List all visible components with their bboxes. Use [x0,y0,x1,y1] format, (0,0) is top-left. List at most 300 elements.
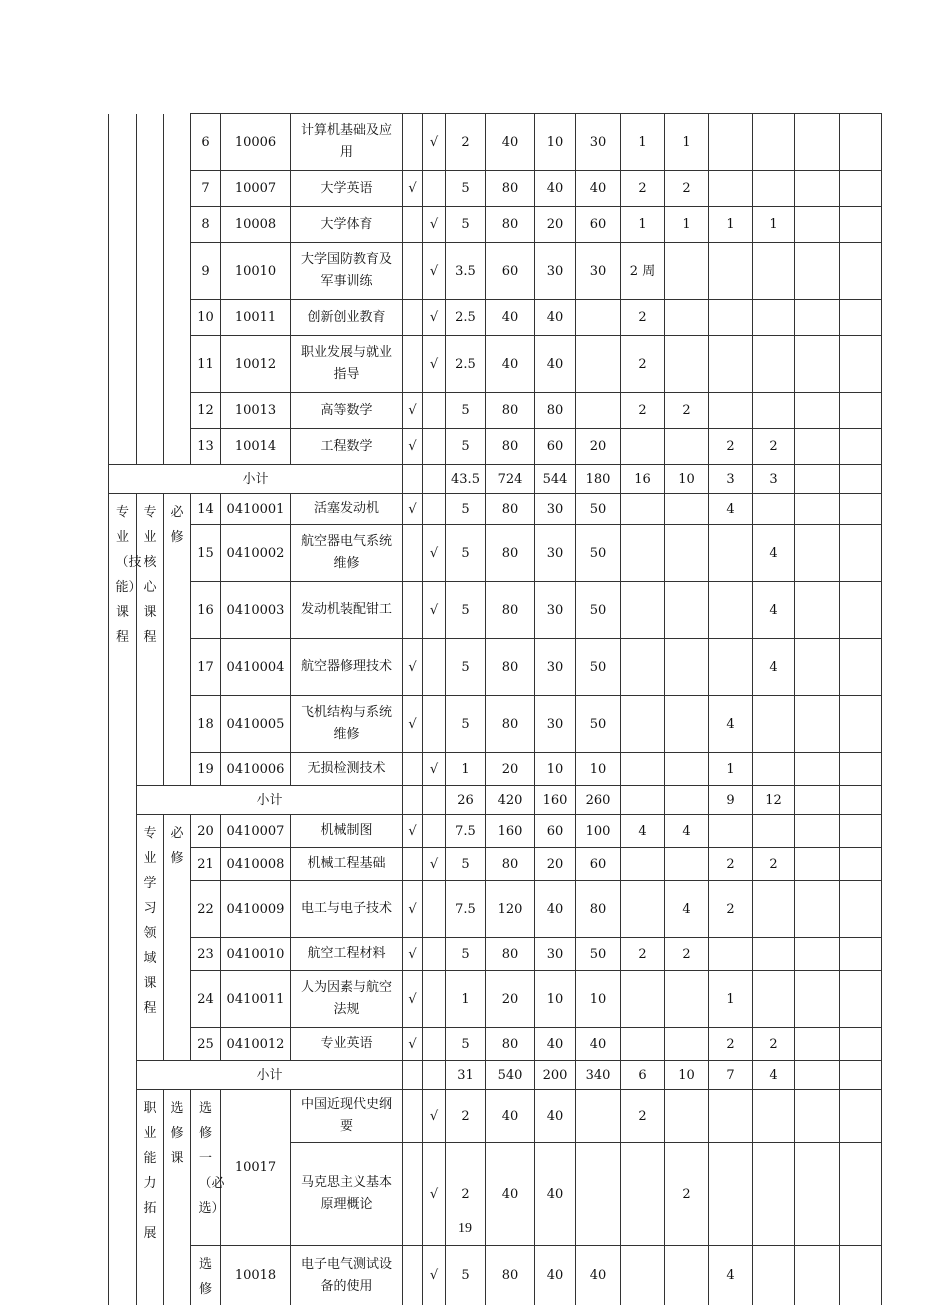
subtotal-total: 420 [486,786,535,815]
cell-s1: 2 [621,938,665,971]
cell-no: 9 [191,243,221,300]
cell-req [403,848,423,881]
subtotal-theory: 544 [535,465,576,494]
cell-no: 18 [191,696,221,753]
cell-code: 0410011 [221,971,291,1028]
course-row [109,207,882,243]
cell-extra-1 [795,494,840,525]
cell-s3: 2 [709,1028,753,1061]
course-row [109,1090,882,1143]
cell-no: 16 [191,582,221,639]
cell-no: 20 [191,815,221,848]
cell-theory: 10 [535,753,576,786]
cell-extra-2 [840,465,882,494]
cell-s1: 2 [621,1090,665,1143]
cell-total: 20 [486,971,535,1028]
cell-no: 24 [191,971,221,1028]
ext-group-label [137,1090,164,1306]
cell-name: 航空器电气系统维修 [291,525,403,582]
cell-extra-2 [840,243,882,300]
course-row [109,696,882,753]
cell-practice: 80 [576,881,621,938]
cell-name: 航空工程材料 [291,938,403,971]
cell-no: 7 [191,171,221,207]
cell-s4 [753,243,795,300]
cell-name: 中国近现代史纲要 [291,1090,403,1143]
cell-opt: √ [423,582,446,639]
cell-extra-1 [795,429,840,465]
cell-s1 [621,494,665,525]
subtotal-row [109,465,882,494]
cell-s4: 2 [753,429,795,465]
cell-s4: 1 [753,207,795,243]
page-number: 19 [458,1221,472,1236]
cell-s3: 2 [709,429,753,465]
course-row [109,300,882,336]
subtotal-total: 724 [486,465,535,494]
cell-name: 飞机结构与系统维修 [291,696,403,753]
subtotal-practice: 340 [576,1061,621,1090]
cell-name: 电工与电子技术 [291,881,403,938]
cell-s3 [709,582,753,639]
course-row [109,753,882,786]
cell-s4 [753,114,795,171]
cell-extra-1 [795,753,840,786]
cell-no: 14 [191,494,221,525]
course-row [109,171,882,207]
cell-code: 0410010 [221,938,291,971]
cell-opt: √ [423,525,446,582]
cell-theory: 40 [535,1090,576,1143]
cell-req [403,465,423,494]
cell-name: 大学英语 [291,171,403,207]
cell-no: 10 [191,300,221,336]
cell-s1: 2 [621,300,665,336]
cell-total: 80 [486,171,535,207]
cell-theory: 30 [535,696,576,753]
cell-code: 0410012 [221,1028,291,1061]
cell-extra-2 [840,696,882,753]
cell-s4 [753,971,795,1028]
cell-s3 [709,114,753,171]
cell-s3 [709,815,753,848]
cell-total: 80 [486,1246,535,1306]
cell-opt: √ [423,207,446,243]
subtotal-s4: 4 [753,1061,795,1090]
cell-opt: √ [423,848,446,881]
cell-code: 0410002 [221,525,291,582]
cell-name: 专业英语 [291,1028,403,1061]
cell-s2: 2 [665,1143,709,1246]
cell-credit: 7.5 [446,881,486,938]
cell-name: 电子电气测试设备的使用 [291,1246,403,1306]
cell-opt [423,786,446,815]
cell-opt [423,429,446,465]
cell-theory: 40 [535,1246,576,1306]
cell-theory: 80 [535,393,576,429]
cell-theory: 20 [535,207,576,243]
cell-opt [423,494,446,525]
cell-name: 大学国防教育及军事训练 [291,243,403,300]
cell-req [403,336,423,393]
major-category-label-text: 专业（技能）课程 [115,505,142,645]
cell-total: 40 [486,300,535,336]
cell-s1 [621,753,665,786]
cell-extra-1 [795,1061,840,1090]
cell-total: 20 [486,753,535,786]
cell-theory: 60 [535,429,576,465]
cell-s4 [753,171,795,207]
cell-credit: 5 [446,171,486,207]
cell-extra-1 [795,393,840,429]
cell-req [403,114,423,171]
subtotal-row [109,1061,882,1090]
cell-no: 6 [191,114,221,171]
subtotal-theory: 160 [535,786,576,815]
cell-s2: 2 [665,171,709,207]
cell-extra-2 [840,1090,882,1143]
cell-opt: √ [423,753,446,786]
cell-s3: 2 [709,881,753,938]
cell-s2 [665,1028,709,1061]
cell-code: 0410008 [221,848,291,881]
cell-theory: 30 [535,494,576,525]
cell-total: 60 [486,243,535,300]
cell-extra-2 [840,207,882,243]
major-category-label [109,494,142,1306]
cell-opt: √ [423,1143,446,1246]
cell-s2 [665,243,709,300]
cell-code: 10012 [221,336,291,393]
cell-req [403,243,423,300]
cell-s3 [709,938,753,971]
cell-s4 [753,393,795,429]
course-row [109,1246,882,1306]
cell-total: 80 [486,639,535,696]
cell-extra-2 [840,429,882,465]
cell-name: 机械制图 [291,815,403,848]
curriculum-table [108,113,882,1305]
elective-2-label [191,1246,221,1306]
cell-s2: 2 [665,393,709,429]
cell-extra-2 [840,1061,882,1090]
cell-extra-1 [795,848,840,881]
elective-2-label-text: 选修 [198,1257,212,1297]
cell-practice: 30 [576,114,621,171]
cell-req: √ [403,1028,423,1061]
cell-credit: 1 [446,971,486,1028]
cell-name: 发动机装配钳工 [291,582,403,639]
cell-s3: 1 [709,207,753,243]
core-group-label [137,494,164,786]
course-row [109,336,882,393]
cell-code: 0410003 [221,582,291,639]
cell-total: 40 [486,1090,535,1143]
subtotal-s2: 10 [665,1061,709,1090]
cell-no: 23 [191,938,221,971]
subtotal-theory: 200 [535,1061,576,1090]
cell-name: 活塞发动机 [291,494,403,525]
group-cell [137,114,164,465]
cell-s4 [753,881,795,938]
ext-group-label-text: 职业能力拓展 [143,1101,157,1241]
cell-extra-2 [840,848,882,881]
course-row [109,429,882,465]
cell-extra-2 [840,786,882,815]
cell-s3: 1 [709,753,753,786]
subtotal-credit: 31 [446,1061,486,1090]
subtotal-label: 小计 [109,465,403,494]
cell-credit: 3.5 [446,243,486,300]
subtotal-practice: 180 [576,465,621,494]
field-group-label [137,815,164,1061]
cell-s3 [709,525,753,582]
cell-opt [423,639,446,696]
course-row [109,881,882,938]
subtotal-s4: 12 [753,786,795,815]
cell-extra-2 [840,815,882,848]
cell-extra-2 [840,753,882,786]
cell-req [403,525,423,582]
cell-practice: 50 [576,639,621,696]
course-row [109,114,882,171]
cell-s2 [665,848,709,881]
subtotal-s2: 10 [665,465,709,494]
subtotal-s1: 6 [621,1061,665,1090]
cell-s1: 1 [621,207,665,243]
cell-req [403,786,423,815]
cell-total: 160 [486,815,535,848]
cell-total: 40 [486,1143,535,1246]
cell-practice: 50 [576,938,621,971]
cell-credit: 2.5 [446,336,486,393]
cell-s3 [709,1090,753,1143]
cell-theory: 40 [535,1028,576,1061]
cell-credit: 5 [446,393,486,429]
cell-s4 [753,300,795,336]
cell-theory: 20 [535,848,576,881]
cell-extra-1 [795,815,840,848]
cell-no: 25 [191,1028,221,1061]
cell-s2 [665,429,709,465]
cell-req: √ [403,815,423,848]
required-type-label-text: 必修 [170,505,184,545]
cell-extra-1 [795,1028,840,1061]
cell-practice: 60 [576,207,621,243]
cell-req [403,1246,423,1306]
cell-code: 10006 [221,114,291,171]
cell-code: 0410007 [221,815,291,848]
cell-practice [576,336,621,393]
cell-code: 10014 [221,429,291,465]
cell-req: √ [403,639,423,696]
subtotal-credit: 43.5 [446,465,486,494]
cell-name: 马克思主义基本原理概论 [291,1143,403,1246]
cell-no: 13 [191,429,221,465]
subtotal-s1: 16 [621,465,665,494]
cell-practice: 60 [576,848,621,881]
cell-total: 80 [486,494,535,525]
cell-total: 40 [486,114,535,171]
cell-s2 [665,753,709,786]
cell-code: 0410006 [221,753,291,786]
cell-s1 [621,582,665,639]
cell-s2: 2 [665,938,709,971]
cell-no: 22 [191,881,221,938]
cell-opt [423,1061,446,1090]
cell-code: 10017 [221,1090,291,1246]
cell-name: 高等数学 [291,393,403,429]
course-row [109,582,882,639]
cell-s2 [665,300,709,336]
cell-s4 [753,753,795,786]
category-cell [109,114,137,465]
cell-total: 80 [486,582,535,639]
cell-no: 8 [191,207,221,243]
cell-extra-2 [840,525,882,582]
elective-type-label-text: 选修课 [170,1101,184,1166]
cell-s3 [709,243,753,300]
cell-practice [576,300,621,336]
cell-s4: 4 [753,525,795,582]
cell-s1 [621,696,665,753]
cell-opt [423,815,446,848]
cell-credit: 5 [446,639,486,696]
cell-s1 [621,1246,665,1306]
cell-s4 [753,1090,795,1143]
cell-opt: √ [423,1246,446,1306]
cell-s1 [621,881,665,938]
subtotal-s1 [621,786,665,815]
cell-s3 [709,336,753,393]
cell-code: 10011 [221,300,291,336]
cell-theory: 30 [535,525,576,582]
cell-extra-1 [795,1090,840,1143]
cell-s2 [665,336,709,393]
cell-s2: 1 [665,114,709,171]
cell-name: 创新创业教育 [291,300,403,336]
cell-req: √ [403,696,423,753]
cell-credit: 5 [446,1246,486,1306]
cell-s4: 4 [753,582,795,639]
cell-theory: 40 [535,300,576,336]
cell-s2 [665,525,709,582]
subtotal-label: 小计 [137,786,403,815]
cell-credit: 2 [446,1143,486,1246]
cell-credit: 2.5 [446,300,486,336]
cell-extra-2 [840,494,882,525]
cell-credit: 7.5 [446,815,486,848]
cell-extra-2 [840,300,882,336]
cell-s2: 4 [665,815,709,848]
cell-s3 [709,639,753,696]
elective-type-label [164,1090,191,1306]
core-group-label-text: 专业核心课程 [143,505,157,645]
cell-theory: 10 [535,114,576,171]
cell-req [403,1090,423,1143]
cell-opt [423,696,446,753]
cell-name: 工程数学 [291,429,403,465]
cell-s1 [621,1028,665,1061]
cell-credit: 5 [446,696,486,753]
cell-theory: 30 [535,938,576,971]
cell-total: 80 [486,1028,535,1061]
cell-credit: 5 [446,1028,486,1061]
cell-name: 人为因素与航空法规 [291,971,403,1028]
cell-name: 计算机基础及应用 [291,114,403,171]
cell-theory: 30 [535,582,576,639]
cell-practice: 50 [576,582,621,639]
cell-req: √ [403,171,423,207]
cell-s2 [665,494,709,525]
cell-extra-2 [840,171,882,207]
cell-practice [576,393,621,429]
cell-code: 0410009 [221,881,291,938]
cell-extra-2 [840,336,882,393]
cell-credit: 5 [446,429,486,465]
cell-total: 80 [486,429,535,465]
cell-extra-1 [795,938,840,971]
cell-total: 80 [486,207,535,243]
cell-s3: 4 [709,696,753,753]
cell-s4 [753,815,795,848]
cell-credit: 5 [446,938,486,971]
course-row [109,525,882,582]
cell-s3: 2 [709,848,753,881]
cell-extra-2 [840,971,882,1028]
cell-total: 80 [486,696,535,753]
cell-practice: 50 [576,696,621,753]
cell-s1 [621,639,665,696]
cell-theory: 30 [535,243,576,300]
cell-credit: 2 [446,114,486,171]
subtotal-s3: 3 [709,465,753,494]
cell-req: √ [403,494,423,525]
cell-theory: 40 [535,1143,576,1246]
cell-extra-1 [795,696,840,753]
cell-opt: √ [423,336,446,393]
course-row [109,494,882,525]
cell-s3: 4 [709,1246,753,1306]
cell-extra-2 [840,582,882,639]
cell-s4: 4 [753,639,795,696]
subtotal-s2 [665,786,709,815]
cell-extra-2 [840,881,882,938]
cell-no: 21 [191,848,221,881]
cell-extra-1 [795,639,840,696]
cell-name: 大学体育 [291,207,403,243]
course-row [109,848,882,881]
cell-extra-1 [795,881,840,938]
cell-code: 0410004 [221,639,291,696]
cell-name: 机械工程基础 [291,848,403,881]
cell-s1: 2 [621,393,665,429]
cell-opt [423,465,446,494]
cell-credit: 5 [446,494,486,525]
cell-s3 [709,393,753,429]
cell-extra-2 [840,114,882,171]
cell-opt [423,393,446,429]
cell-credit: 2 [446,1090,486,1143]
cell-s2 [665,971,709,1028]
cell-s2 [665,1246,709,1306]
cell-opt [423,1028,446,1061]
cell-theory: 40 [535,881,576,938]
table-body [109,114,882,1306]
cell-extra-1 [795,1246,840,1306]
cell-opt: √ [423,243,446,300]
cell-credit: 5 [446,848,486,881]
